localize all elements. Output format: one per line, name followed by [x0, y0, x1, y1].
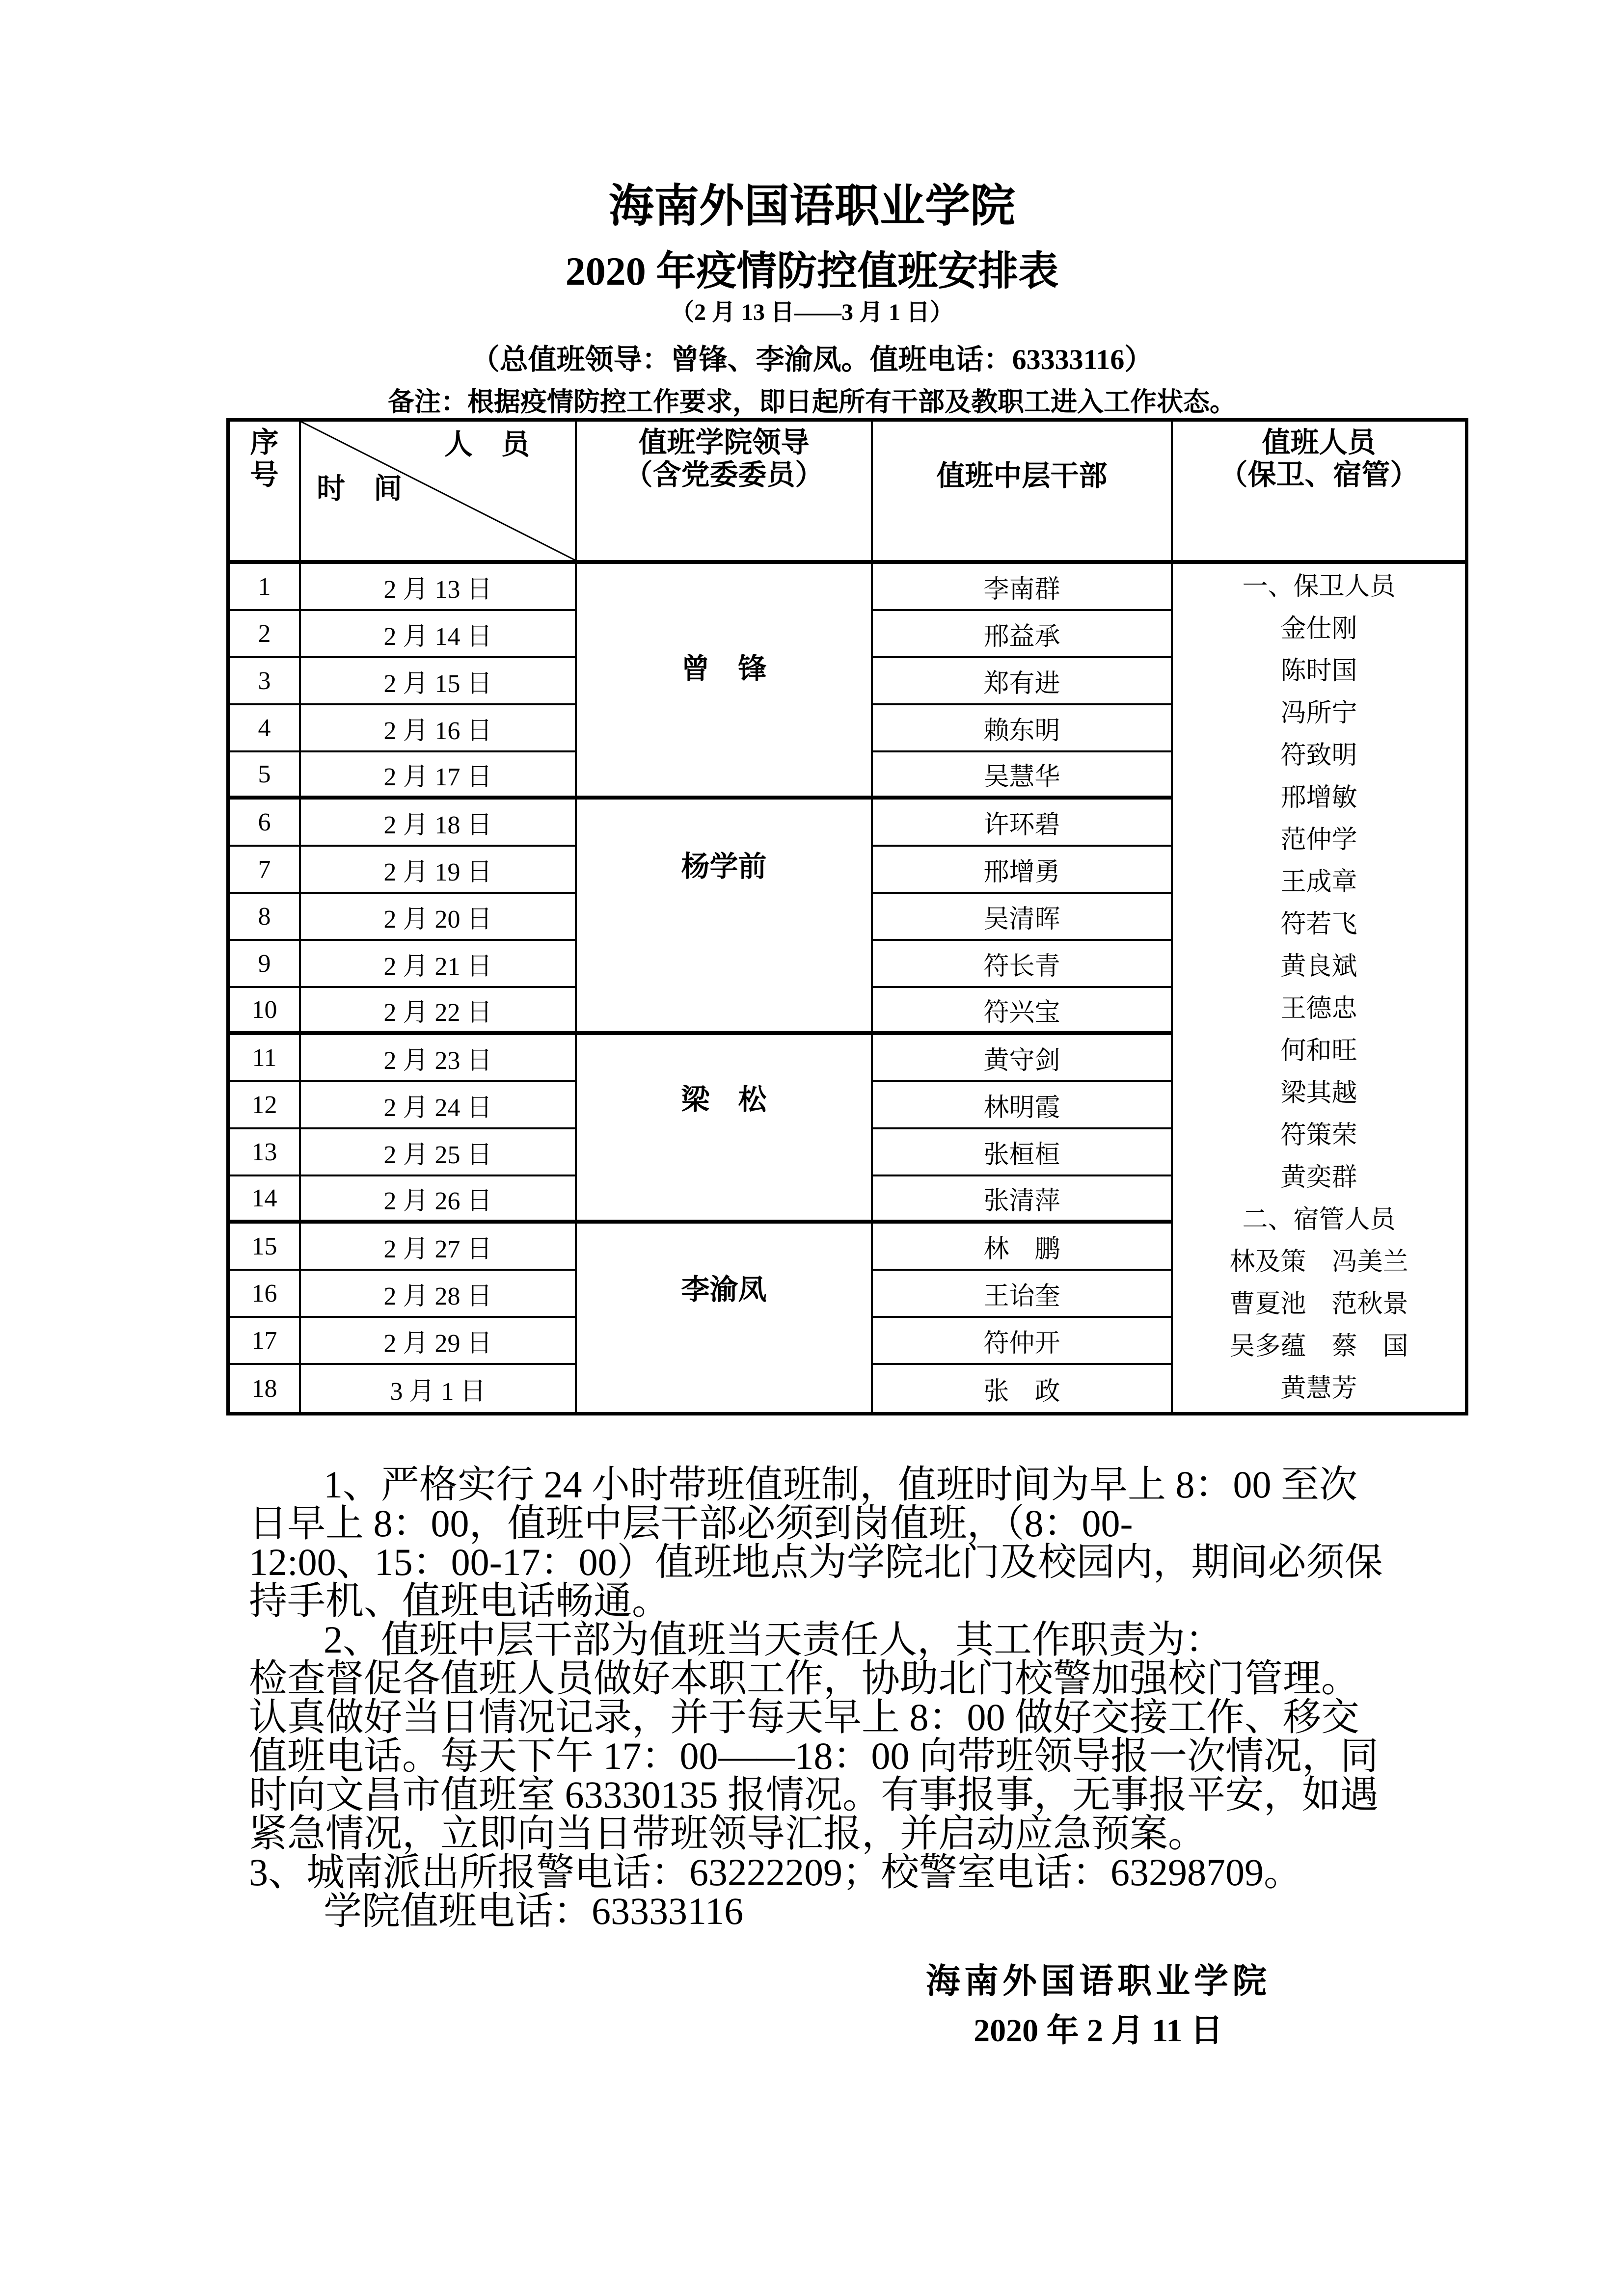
header-serial-number: [230, 422, 301, 564]
leader-name-cell: [577, 1224, 873, 1412]
duty-personnel-line: 黄良斌: [1280, 953, 1357, 981]
cadre-name-cell: 符兴宝: [873, 988, 1173, 1035]
date-cell: 2 月 18 日: [301, 800, 577, 847]
note-line: 认真做好当日情况记录，并于每天早上 8：00 做好交接工作、移交: [249, 1696, 1360, 1738]
remark-line: 备注：根据疫情防控工作要求，即日起所有干部及教职工进入工作状态。: [388, 387, 1236, 417]
duty-personnel-line: 林及策 冯美兰: [1229, 1248, 1408, 1276]
cadre-name-cell: 王诒奎: [873, 1271, 1173, 1318]
header-personnel-label: 人 员: [444, 428, 530, 460]
duty-personnel-line: 曹夏池 范秋景: [1229, 1290, 1408, 1318]
duty-personnel-line: 黄慧芳: [1280, 1375, 1357, 1403]
serial-number-cell: 4: [230, 705, 301, 752]
header-diagonal-cell: [301, 422, 577, 564]
cadre-name-cell: 张清萍: [873, 1176, 1173, 1224]
leader-name: 李渝凤: [681, 1274, 767, 1306]
note-line: 时向文昌市值班室 63330135 报情况。有事报事，无事报平安，如遇: [249, 1773, 1379, 1816]
serial-number-cell: 9: [230, 941, 301, 988]
note-line: 持手机、值班电话畅通。: [249, 1579, 671, 1622]
header-middle-cadre-label: 值班中层干部: [936, 460, 1108, 492]
header-college-leader-label: 值班学院领导 （含党委委员）: [624, 427, 824, 491]
serial-number-cell: 13: [230, 1129, 301, 1176]
note-line: 日早上 8：00，值班中层干部必须到岗值班，（8：00-: [249, 1502, 1133, 1545]
duty-personnel-cell: [1173, 564, 1465, 1412]
date-cell: 2 月 20 日: [301, 894, 577, 941]
footer-block: [912, 1957, 1285, 2056]
date-cell: 2 月 21 日: [301, 941, 577, 988]
note-line: 紧急情况，立即向当日带班领导汇报，并启动应急预案。: [249, 1812, 1207, 1855]
date-cell: 2 月 27 日: [301, 1224, 577, 1271]
duty-personnel-line: 王德忠: [1280, 995, 1357, 1023]
date-cell: 2 月 17 日: [301, 752, 577, 800]
serial-number-cell: 18: [230, 1365, 301, 1412]
duty-personnel-line: 冯所宁: [1280, 699, 1357, 727]
date-cell: 3 月 1 日: [301, 1365, 577, 1412]
cadre-name-cell: 吴慧华: [873, 752, 1173, 800]
leader-name: 梁 松: [681, 1084, 767, 1116]
cadre-name-cell: 许环碧: [873, 800, 1173, 847]
date-cell: 2 月 28 日: [301, 1271, 577, 1318]
date-cell: 2 月 26 日: [301, 1176, 577, 1224]
page-subtitle: 2020 年疫情防控值班安排表: [565, 249, 1059, 294]
note-line: 12:00、15：00-17：00）值班地点为学院北门及校园内，期间必须保: [249, 1541, 1383, 1583]
serial-number-cell: 17: [230, 1318, 301, 1365]
duty-schedule-table: [226, 418, 1468, 1415]
leader-name: 曾 锋: [681, 653, 767, 685]
serial-number-cell: 11: [230, 1035, 301, 1082]
date-cell: 2 月 22 日: [301, 988, 577, 1035]
serial-number-cell: 15: [230, 1224, 301, 1271]
cadre-name-cell: 郑有进: [873, 658, 1173, 705]
cadre-name-cell: 李南群: [873, 564, 1173, 611]
leader-name: 杨学前: [681, 851, 767, 882]
date-cell: 2 月 15 日: [301, 658, 577, 705]
notes-block: [249, 1465, 1383, 1930]
duty-personnel-line: 何和旺: [1280, 1037, 1357, 1065]
cadre-name-cell: 赖东明: [873, 705, 1173, 752]
duty-personnel-line: 符若飞: [1280, 910, 1357, 938]
cadre-name-cell: 张 政: [873, 1365, 1173, 1412]
cadre-name-cell: 吴清晖: [873, 894, 1173, 941]
serial-number-cell: 12: [230, 1082, 301, 1129]
date-cell: 2 月 23 日: [301, 1035, 577, 1082]
duty-personnel-line: 金仕刚: [1280, 615, 1357, 643]
footer-organization: 海南外国语职业学院: [926, 1963, 1271, 2001]
serial-number-cell: 1: [230, 564, 301, 611]
date-cell: 2 月 19 日: [301, 847, 577, 894]
duty-personnel-line: 一、保卫人员: [1242, 573, 1396, 601]
duty-personnel-line: 邢增敏: [1280, 784, 1357, 812]
serial-number-cell: 5: [230, 752, 301, 800]
leader-name-cell: [577, 1035, 873, 1224]
note-line: 学院值班电话：63333116: [324, 1890, 744, 1932]
date-cell: 2 月 25 日: [301, 1129, 577, 1176]
serial-number-cell: 3: [230, 658, 301, 705]
date-cell: 2 月 14 日: [301, 611, 577, 658]
duty-personnel-line: 二、宿管人员: [1242, 1206, 1396, 1234]
cadre-name-cell: 林明霞: [873, 1082, 1173, 1129]
header-college-leader: [577, 422, 873, 564]
footer-date: 2020 年 2 月 11 日: [974, 2013, 1223, 2049]
serial-number-cell: 6: [230, 800, 301, 847]
header-time-label: 时 间: [317, 473, 403, 505]
cadre-name-cell: 林 鹏: [873, 1224, 1173, 1271]
header-middle-cadre: [873, 422, 1173, 564]
note-line: 2、值班中层干部为值班当天责任人，其工作职责为：: [324, 1618, 1224, 1661]
duty-leaders-line: （总值班领导：曾锋、李渝凤。值班电话：63333116）: [471, 344, 1153, 375]
duty-personnel-line: 符策荣: [1280, 1121, 1357, 1149]
cadre-name-cell: 张桓桓: [873, 1129, 1173, 1176]
serial-number-cell: 14: [230, 1176, 301, 1224]
duty-personnel-line: 梁其越: [1280, 1079, 1357, 1107]
date-cell: 2 月 24 日: [301, 1082, 577, 1129]
date-range: （2 月 13 日——3 月 1 日）: [670, 299, 953, 325]
date-cell: 2 月 16 日: [301, 705, 577, 752]
duty-personnel-line: 吴多蕴 蔡 国: [1229, 1333, 1408, 1361]
cadre-name-cell: 黄守剑: [873, 1035, 1173, 1082]
duty-personnel-line: 符致明: [1280, 742, 1357, 770]
duty-personnel-line: 范仲学: [1280, 826, 1357, 854]
cadre-name-cell: 符长青: [873, 941, 1173, 988]
page-title: 海南外国语职业学院: [608, 181, 1015, 231]
header-serial-number-label: 序 号: [250, 427, 279, 491]
leader-name-cell: [577, 800, 873, 1035]
note-line: 1、严格实行 24 小时带班值班制，值班时间为早上 8：00 至次: [324, 1463, 1358, 1506]
serial-number-cell: 10: [230, 988, 301, 1035]
serial-number-cell: 16: [230, 1271, 301, 1318]
leader-name-cell: [577, 564, 873, 800]
note-line: 值班电话。每天下午 17：00——18：00 向带班领导报一次情况，同: [249, 1735, 1379, 1777]
duty-personnel-line: 王成章: [1280, 868, 1357, 896]
date-cell: 2 月 13 日: [301, 564, 577, 611]
note-line: 检查督促各值班人员做好本职工作，协助北门校警加强校门管理。: [249, 1657, 1360, 1700]
cadre-name-cell: 邢益承: [873, 611, 1173, 658]
note-line: 3、城南派出所报警电话：63222209；校警室电话：63298709。: [249, 1851, 1302, 1894]
serial-number-cell: 7: [230, 847, 301, 894]
duty-personnel-line: 陈时国: [1280, 657, 1357, 685]
header-duty-personnel: [1173, 422, 1465, 564]
cadre-name-cell: 符仲开: [873, 1318, 1173, 1365]
date-cell: 2 月 29 日: [301, 1318, 577, 1365]
serial-number-cell: 2: [230, 611, 301, 658]
cadre-name-cell: 邢增勇: [873, 847, 1173, 894]
serial-number-cell: 8: [230, 894, 301, 941]
header-duty-personnel-label: 值班人员 （保卫、宿管）: [1219, 427, 1419, 491]
duty-personnel-line: 黄奕群: [1280, 1164, 1357, 1192]
